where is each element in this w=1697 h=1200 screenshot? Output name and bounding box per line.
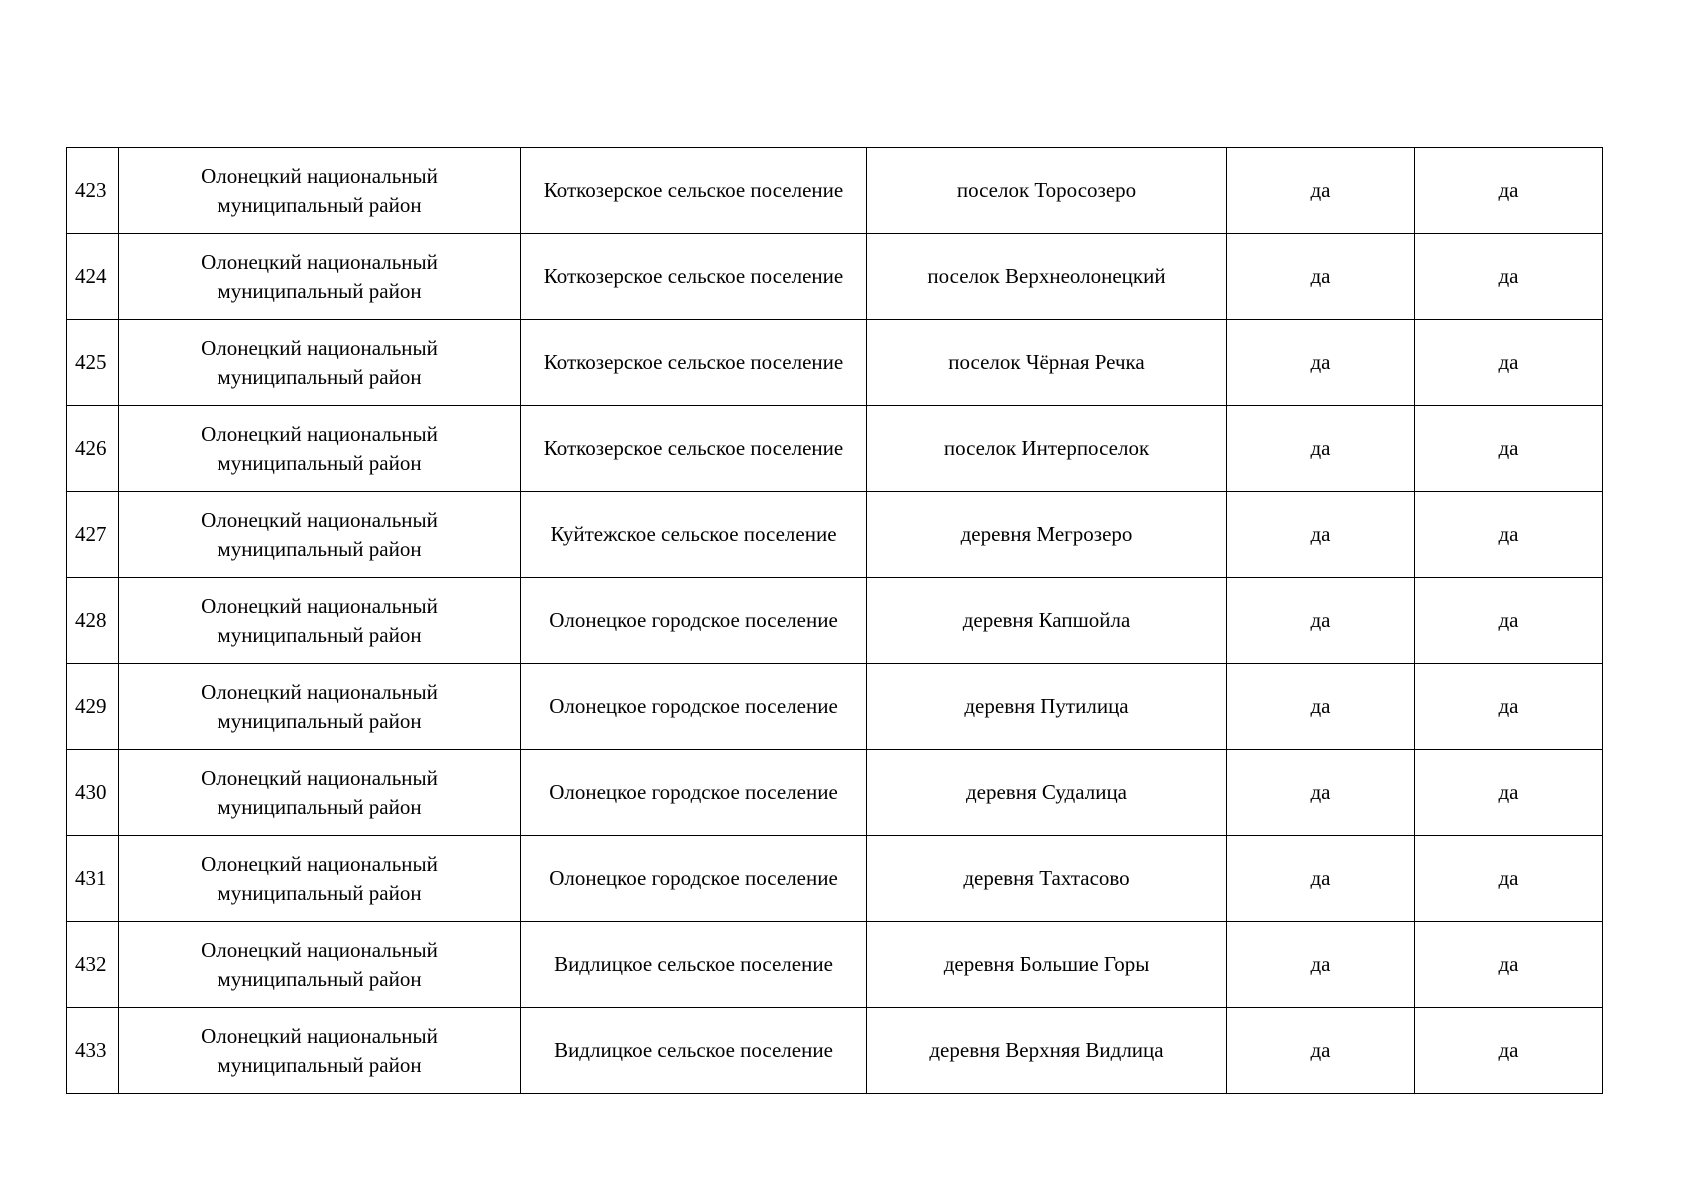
district-line-1: Олонецкий национальный xyxy=(201,421,438,446)
flag-cell-5: да xyxy=(1227,922,1415,1008)
flag-cell-5: да xyxy=(1227,750,1415,836)
district-cell xyxy=(119,492,521,578)
table-row xyxy=(67,492,1603,578)
table-row xyxy=(67,664,1603,750)
settlement-cell: Видлицкое сельское поселение xyxy=(521,922,867,1008)
table-row xyxy=(67,922,1603,1008)
table-row xyxy=(67,836,1603,922)
flag-cell-6: да xyxy=(1415,750,1603,836)
table-row xyxy=(67,406,1603,492)
district-line-1: Олонецкий национальный xyxy=(201,335,438,360)
district-cell xyxy=(119,578,521,664)
settlement-cell: Олонецкое городское поселение xyxy=(521,664,867,750)
district-cell xyxy=(119,664,521,750)
locality-cell: деревня Путилица xyxy=(867,664,1227,750)
locality-cell: деревня Большие Горы xyxy=(867,922,1227,1008)
district-line-2: муниципальный район xyxy=(217,1052,422,1077)
district-cell xyxy=(119,922,521,1008)
row-number: 427 xyxy=(67,492,119,578)
district-line-1: Олонецкий национальный xyxy=(201,679,438,704)
flag-cell-5: да xyxy=(1227,578,1415,664)
district-cell xyxy=(119,234,521,320)
settlement-cell: Куйтежское сельское поселение xyxy=(521,492,867,578)
row-number: 425 xyxy=(67,320,119,406)
locality-cell: деревня Мегрозеро xyxy=(867,492,1227,578)
district-cell xyxy=(119,1008,521,1094)
flag-cell-5: да xyxy=(1227,492,1415,578)
row-number: 433 xyxy=(67,1008,119,1094)
flag-cell-5: да xyxy=(1227,148,1415,234)
flag-cell-5: да xyxy=(1227,406,1415,492)
row-number: 429 xyxy=(67,664,119,750)
district-line-2: муниципальный район xyxy=(217,794,422,819)
table-row xyxy=(67,750,1603,836)
locality-cell: поселок Чёрная Речка xyxy=(867,320,1227,406)
district-line-2: муниципальный район xyxy=(217,192,422,217)
settlement-cell: Олонецкое городское поселение xyxy=(521,578,867,664)
table-row xyxy=(67,578,1603,664)
flag-cell-6: да xyxy=(1415,406,1603,492)
table-row xyxy=(67,1008,1603,1094)
settlement-cell: Коткозерское сельское поселение xyxy=(521,234,867,320)
district-line-2: муниципальный район xyxy=(217,622,422,647)
district-line-2: муниципальный район xyxy=(217,708,422,733)
district-line-1: Олонецкий национальный xyxy=(201,1023,438,1048)
district-line-1: Олонецкий национальный xyxy=(201,851,438,876)
locality-cell: деревня Судалица xyxy=(867,750,1227,836)
district-line-2: муниципальный район xyxy=(217,880,422,905)
flag-cell-6: да xyxy=(1415,492,1603,578)
district-line-2: муниципальный район xyxy=(217,450,422,475)
table-row xyxy=(67,148,1603,234)
flag-cell-6: да xyxy=(1415,578,1603,664)
locality-cell: деревня Верхняя Видлица xyxy=(867,1008,1227,1094)
flag-cell-6: да xyxy=(1415,148,1603,234)
district-line-2: муниципальный район xyxy=(217,364,422,389)
district-line-1: Олонецкий национальный xyxy=(201,507,438,532)
table-row xyxy=(67,320,1603,406)
flag-cell-5: да xyxy=(1227,664,1415,750)
district-cell xyxy=(119,750,521,836)
flag-cell-5: да xyxy=(1227,234,1415,320)
settlement-cell: Коткозерское сельское поселение xyxy=(521,148,867,234)
locality-cell: деревня Тахтасово xyxy=(867,836,1227,922)
district-line-1: Олонецкий национальный xyxy=(201,163,438,188)
row-number: 432 xyxy=(67,922,119,1008)
flag-cell-5: да xyxy=(1227,320,1415,406)
district-line-2: муниципальный район xyxy=(217,278,422,303)
flag-cell-6: да xyxy=(1415,1008,1603,1094)
row-number: 428 xyxy=(67,578,119,664)
locality-cell: деревня Капшойла xyxy=(867,578,1227,664)
locality-cell: поселок Торосозеро xyxy=(867,148,1227,234)
table-row xyxy=(67,234,1603,320)
flag-cell-6: да xyxy=(1415,664,1603,750)
row-number: 426 xyxy=(67,406,119,492)
settlements-table xyxy=(66,147,1603,1094)
settlement-cell: Олонецкое городское поселение xyxy=(521,750,867,836)
district-line-1: Олонецкий национальный xyxy=(201,593,438,618)
district-line-1: Олонецкий национальный xyxy=(201,765,438,790)
district-line-2: муниципальный район xyxy=(217,536,422,561)
flag-cell-6: да xyxy=(1415,836,1603,922)
flag-cell-6: да xyxy=(1415,922,1603,1008)
row-number: 424 xyxy=(67,234,119,320)
district-line-1: Олонецкий национальный xyxy=(201,249,438,274)
row-number: 430 xyxy=(67,750,119,836)
district-line-1: Олонецкий национальный xyxy=(201,937,438,962)
flag-cell-6: да xyxy=(1415,234,1603,320)
settlement-cell: Олонецкое городское поселение xyxy=(521,836,867,922)
settlement-cell: Коткозерское сельское поселение xyxy=(521,320,867,406)
locality-cell: поселок Интерпоселок xyxy=(867,406,1227,492)
district-cell xyxy=(119,836,521,922)
locality-cell: поселок Верхнеолонецкий xyxy=(867,234,1227,320)
district-cell xyxy=(119,148,521,234)
district-cell xyxy=(119,406,521,492)
settlement-cell: Коткозерское сельское поселение xyxy=(521,406,867,492)
flag-cell-5: да xyxy=(1227,836,1415,922)
row-number: 431 xyxy=(67,836,119,922)
settlement-cell: Видлицкое сельское поселение xyxy=(521,1008,867,1094)
district-cell xyxy=(119,320,521,406)
district-line-2: муниципальный район xyxy=(217,966,422,991)
row-number: 423 xyxy=(67,148,119,234)
flag-cell-6: да xyxy=(1415,320,1603,406)
flag-cell-5: да xyxy=(1227,1008,1415,1094)
